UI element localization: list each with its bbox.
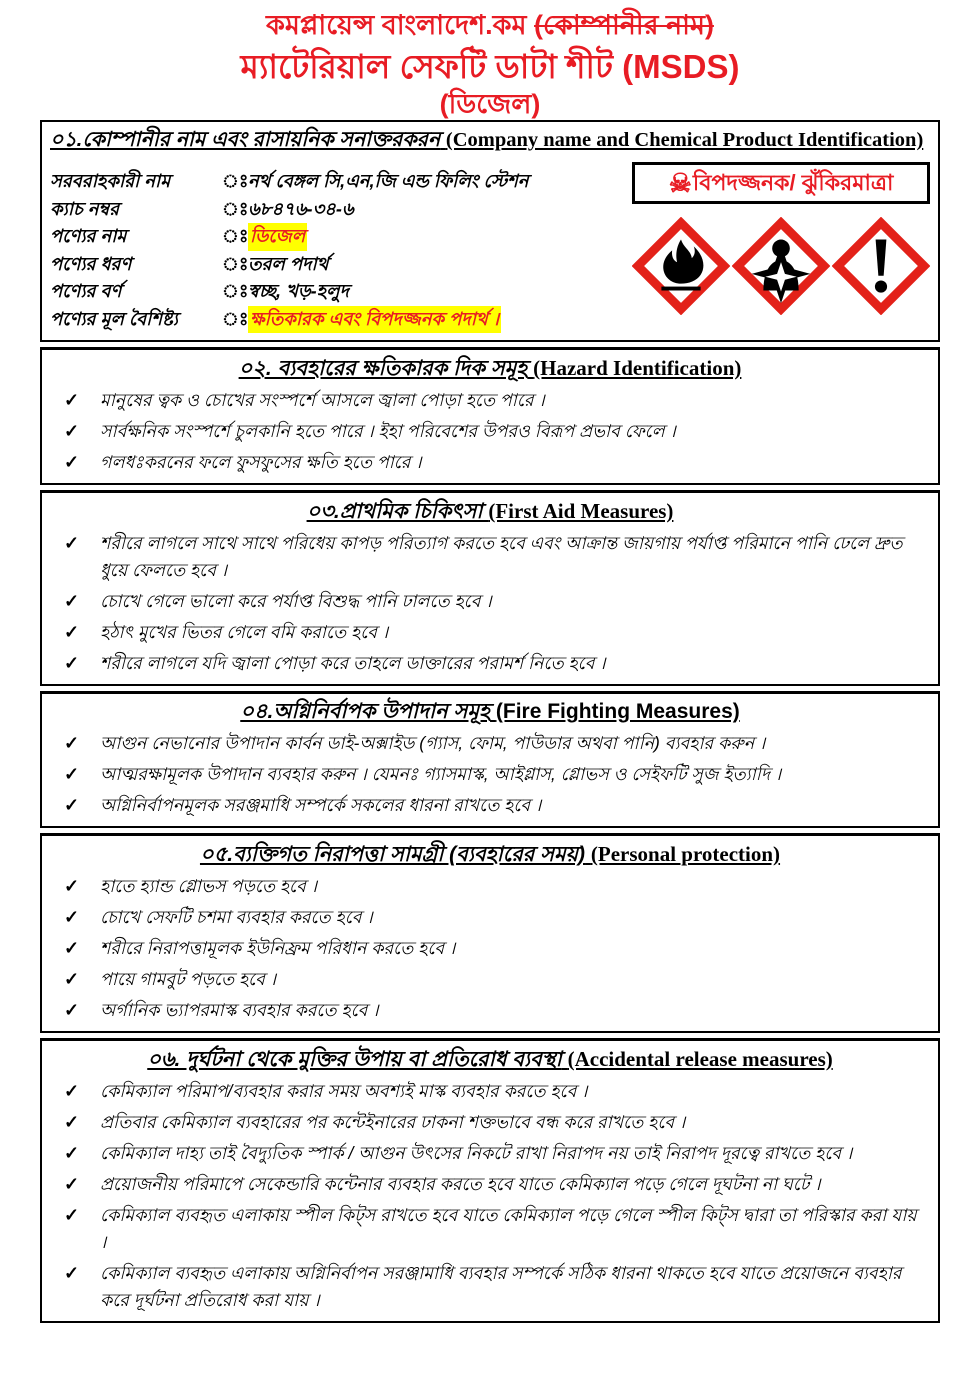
section-03-bullets xyxy=(50,530,930,677)
bullet-item xyxy=(64,1202,926,1256)
bullet-item xyxy=(64,387,926,414)
ghs-pictograms xyxy=(632,217,930,315)
field-label: ক্যাচ নম্বর xyxy=(50,198,119,219)
field-separator: ঃ xyxy=(222,253,249,274)
bullet-item xyxy=(64,997,926,1024)
field-label: পণ্যের নাম xyxy=(50,226,127,246)
bullet-text: শরীরে নিরাপত্তামূলক ইউনিফ্রম পরিধান করতে হবে । xyxy=(100,938,456,958)
bullet-text: হাতে হ্যান্ড গ্লোভস পড়তে হবে । xyxy=(100,876,317,896)
field-separator: ঃ xyxy=(222,198,249,219)
field-separator: ঃ xyxy=(222,281,249,301)
bullet-text: অর্গানিক ভ্যাপরমাস্ক ব্যবহার করতে হবে । xyxy=(100,1000,379,1020)
field-value: স্বচ্ছ, খড়-হলুদ xyxy=(248,281,349,301)
section-01-heading-en: (Company name and Chemical Product Identification) xyxy=(445,129,924,151)
checkmark-icon: ✓ xyxy=(64,452,80,472)
checkmark-icon: ✓ xyxy=(64,1000,80,1020)
bullet-item xyxy=(64,873,926,900)
section-01-heading xyxy=(50,125,930,155)
section-02-bullets xyxy=(50,387,930,476)
checkmark-icon: ✓ xyxy=(64,591,80,611)
bullet-text: কেমিক্যাল ব্যবহৃত এলাকায় স্পীল কিট্স রাখতে হবে যাতে কেমিক্যাল পড়ে গেলে স্পীল কিট্স দ্বারা তা পরিস্কার করা যায় । xyxy=(100,1205,917,1252)
checkmark-icon: ✓ xyxy=(64,764,80,784)
bullet-item xyxy=(64,1171,926,1198)
bullet-item xyxy=(64,904,926,931)
checkmark-icon: ✓ xyxy=(64,390,80,410)
company-title-line xyxy=(0,8,980,42)
checkmark-icon: ✓ xyxy=(64,622,80,642)
bullet-text: কেমিক্যাল পরিমাপ/ব্যবহার করার সময় অবশ্যই মাস্ক ব্যবহার করতে হবে । xyxy=(100,1081,588,1101)
bullet-item xyxy=(64,588,926,615)
section-06-heading-bn: ০৬. দুর্ঘটনা থেকে মুক্তির উপায় বা প্রতিরোধ ব্যবস্থা xyxy=(147,1048,562,1071)
section-02-heading-en: (Hazard Identification) xyxy=(533,356,742,380)
field-value-highlighted: ডিজেল xyxy=(248,223,307,251)
document-header xyxy=(0,0,980,120)
bullet-item xyxy=(64,935,926,962)
document-title-en: (MSDS) xyxy=(622,48,740,85)
hazard-level-label: বিপদজ্জনক/ ঝুঁকিরমাত্রা xyxy=(692,170,894,195)
section-04-bullets xyxy=(50,730,930,819)
bullet-text: আত্মরক্ষামূলক উপাদান ব্যবহার করুন । যেমনঃ গ্যাসমাস্ক, আইগ্লাস, গ্লোভস ও সেইফটি সুজ ইত্যাদি । xyxy=(100,764,782,784)
field-label: পণ্যের মূল বৈশিষ্ট্য xyxy=(50,308,178,329)
section-04-heading-bn: ০৪.অগ্নিনির্বাপক উপাদান সমূহ xyxy=(240,700,491,723)
checkmark-icon: ✓ xyxy=(64,938,80,958)
document-title-line xyxy=(0,46,980,88)
section-05-bullets xyxy=(50,873,930,1024)
field-value: তরল পদার্থ xyxy=(248,253,329,274)
section-05-heading xyxy=(50,839,930,870)
section-02-hazard-identification xyxy=(40,347,940,485)
field-cas-number xyxy=(50,196,632,224)
section-02-heading xyxy=(50,353,930,384)
bullet-item xyxy=(64,449,926,476)
bullet-item xyxy=(64,966,926,993)
company-name-placeholder-struck: (কোম্পানীর নাম) xyxy=(534,10,714,40)
bullet-item xyxy=(64,619,926,646)
checkmark-icon: ✓ xyxy=(64,1174,80,1194)
bullet-item xyxy=(64,761,926,788)
checkmark-icon: ✓ xyxy=(64,795,80,815)
section-05-heading-en: (Personal protection) xyxy=(590,842,781,866)
section-04-heading-en: (Fire Fighting Measures) xyxy=(495,700,740,723)
field-separator: ঃ xyxy=(222,226,249,246)
product-subtitle: (ডিজেল) xyxy=(439,89,541,119)
section-04-heading xyxy=(50,697,930,727)
bullet-item xyxy=(64,792,926,819)
ghs-exclamation-icon xyxy=(832,217,930,315)
bullet-text: অগ্নিনির্বাপনমূলক সরঞ্জমাধি সম্পর্কে সকলের ধারনা রাখতে হবে । xyxy=(100,795,542,815)
checkmark-icon: ✓ xyxy=(64,1263,80,1283)
bullet-text: চোখে গেলে ভালো করে পর্যাপ্ত বিশুদ্ধ পানি ঢালতে হবে । xyxy=(100,591,492,611)
section-03-heading-bn: ০৩.প্রাথমিক চিকিৎসা xyxy=(306,500,483,523)
bullet-item xyxy=(64,1109,926,1136)
document-title-bn: ম্যাটেরিয়াল সেফটি ডাটা শীট xyxy=(240,48,613,85)
section-04-fire-fighting xyxy=(40,691,940,828)
checkmark-icon: ✓ xyxy=(64,876,80,896)
bullet-text: সার্বক্ষনিক সংস্পর্শে চুলকানি হতে পারে । ইহা পরিবেশের উপরও বিরূপ প্রভাব ফেলে । xyxy=(100,421,676,441)
field-supplier-name xyxy=(50,168,632,196)
checkmark-icon: ✓ xyxy=(64,1081,80,1101)
bullet-item xyxy=(64,530,926,584)
field-product-type xyxy=(50,251,632,279)
bullet-item xyxy=(64,1260,926,1314)
bullet-item xyxy=(64,418,926,445)
field-separator: ঃ xyxy=(222,171,249,191)
field-label: সরবরাহকারী নাম xyxy=(50,171,171,191)
ghs-health-hazard-icon xyxy=(732,217,830,315)
bullet-text: পায়ে গামবুট পড়তে হবে । xyxy=(100,969,277,989)
bullet-text: প্রয়োজনীয় পরিমাপে সেকেন্ডারি কন্টেনার ব্যবহার করতে হবে যাতে কেমিক্যাল পড়ে গেলে দূঘটনা না ঘটে । xyxy=(100,1174,821,1194)
section-06-heading-en: (Accidental release measures) xyxy=(567,1047,833,1071)
hazard-panel xyxy=(632,158,930,315)
field-product-characteristics xyxy=(50,306,632,334)
bullet-text: শরীরে লাগলে সাথে সাথে পরিধেয় কাপড় পরিত্যাগ করতে হবে এবং আক্রান্ত জায়গায় পর্যাপ্ত পরিমানে পানি ঢেলে দ্রুত ধুয়ে ফেলতে হবে । xyxy=(100,533,903,580)
bullet-text: গলধঃকরনের ফলে ফুসফুসের ক্ষতি হতে পারে । xyxy=(100,452,422,472)
field-product-color xyxy=(50,278,632,306)
bullet-text: হঠাৎ মুখের ভিতর গেলে বমি করাতে হবে । xyxy=(100,622,389,642)
bullet-text: আগুন নেভানোর উপাদান কার্বন ডাই-অক্সাইড (গ্যাস, ফোম, পাউডার অথবা পানি) ব্যবহার করুন । xyxy=(100,733,766,753)
ghs-flammable-icon xyxy=(632,217,730,315)
section-05-heading-bn: ০৫.ব্যক্তিগত নিরাপত্তা সামগ্রী (ব্যবহারের সময়) xyxy=(199,843,586,866)
skull-crossbones-icon: ☠ xyxy=(668,168,692,198)
bullet-item xyxy=(64,730,926,757)
field-value: নর্থ বেঙ্গল সি,এন,জি এন্ড ফিলিং স্টেশন xyxy=(248,171,529,191)
field-label: পণ্যের ধরণ xyxy=(50,253,132,274)
section-02-heading-bn: ০২. ব্যবহারের ক্ষতিকারক দিক সমূহ xyxy=(238,357,528,380)
bullet-text: চোখে সেফটি চশমা ব্যবহার করতে হবে । xyxy=(100,907,373,927)
bullet-text: কেমিক্যাল ব্যবহৃত এলাকায় অগ্নিনির্বাপন সরঞ্জামাধি ব্যবহার সম্পর্কে সঠিক ধারনা থাকতে হবে যাতে প্রয়োজনে ব্যবহার করে দূর্ঘটনা প্রতিরোধ করা যায় । xyxy=(100,1263,902,1310)
section-06-bullets xyxy=(50,1078,930,1314)
section-01-heading-bn: ০১.কোম্পানীর নাম এবং রাসায়নিক সনাক্তরকরন xyxy=(50,128,441,151)
field-product-name xyxy=(50,223,632,251)
checkmark-icon: ✓ xyxy=(64,533,80,553)
section-03-heading-en: (First Aid Measures) xyxy=(488,499,674,523)
bullet-text: কেমিক্যাল দাহ্য তাই বৈদ্যুতিক স্পার্ক / আগুন উৎসের নিকটে রাখা নিরাপদ নয় তাই নিরাপদ দূরত্বে রাখতে হবে । xyxy=(100,1143,853,1163)
checkmark-icon: ✓ xyxy=(64,907,80,927)
checkmark-icon: ✓ xyxy=(64,733,80,753)
bullet-item xyxy=(64,1078,926,1105)
section-05-personal-protection xyxy=(40,833,940,1033)
product-fields xyxy=(50,158,632,333)
checkmark-icon: ✓ xyxy=(64,653,80,673)
bullet-text: শরীরে লাগলে যদি জ্বালা পোড়া করে তাহলে ডাক্তারের পরামর্শ নিতে হবে । xyxy=(100,653,606,673)
company-name: কমপ্লায়েন্স বাংলাদেশ.কম xyxy=(266,10,527,40)
section-06-heading xyxy=(50,1044,930,1075)
bullet-item xyxy=(64,1140,926,1167)
field-label: পণ্যের বর্ণ xyxy=(50,281,122,301)
bullet-text: প্রতিবার কেমিক্যাল ব্যবহারের পর কন্টেইনারের ঢাকনা শক্তভাবে বন্ধ করে রাখতে হবে । xyxy=(100,1112,686,1132)
section-03-heading xyxy=(50,496,930,527)
hazard-level-box xyxy=(632,162,930,204)
section-06-accidental-release xyxy=(40,1038,940,1323)
bullet-text: মানুষের ত্বক ও চোখের সংস্পর্শে আসলে জ্বালা পোড়া হতে পারে । xyxy=(100,390,545,410)
field-separator: ঃ xyxy=(222,308,249,329)
field-value-highlighted: ক্ষতিকারক এবং বিপদজ্জনক পদার্থ । xyxy=(248,306,501,334)
field-value: ৬৮৪৭৬-৩৪-৬ xyxy=(248,198,354,219)
checkmark-icon: ✓ xyxy=(64,1143,80,1163)
checkmark-icon: ✓ xyxy=(64,1112,80,1132)
checkmark-icon: ✓ xyxy=(64,421,80,441)
bullet-item xyxy=(64,650,926,677)
section-03-first-aid xyxy=(40,490,940,686)
checkmark-icon: ✓ xyxy=(64,969,80,989)
section-01-company-identification xyxy=(40,120,940,342)
checkmark-icon: ✓ xyxy=(64,1205,80,1225)
